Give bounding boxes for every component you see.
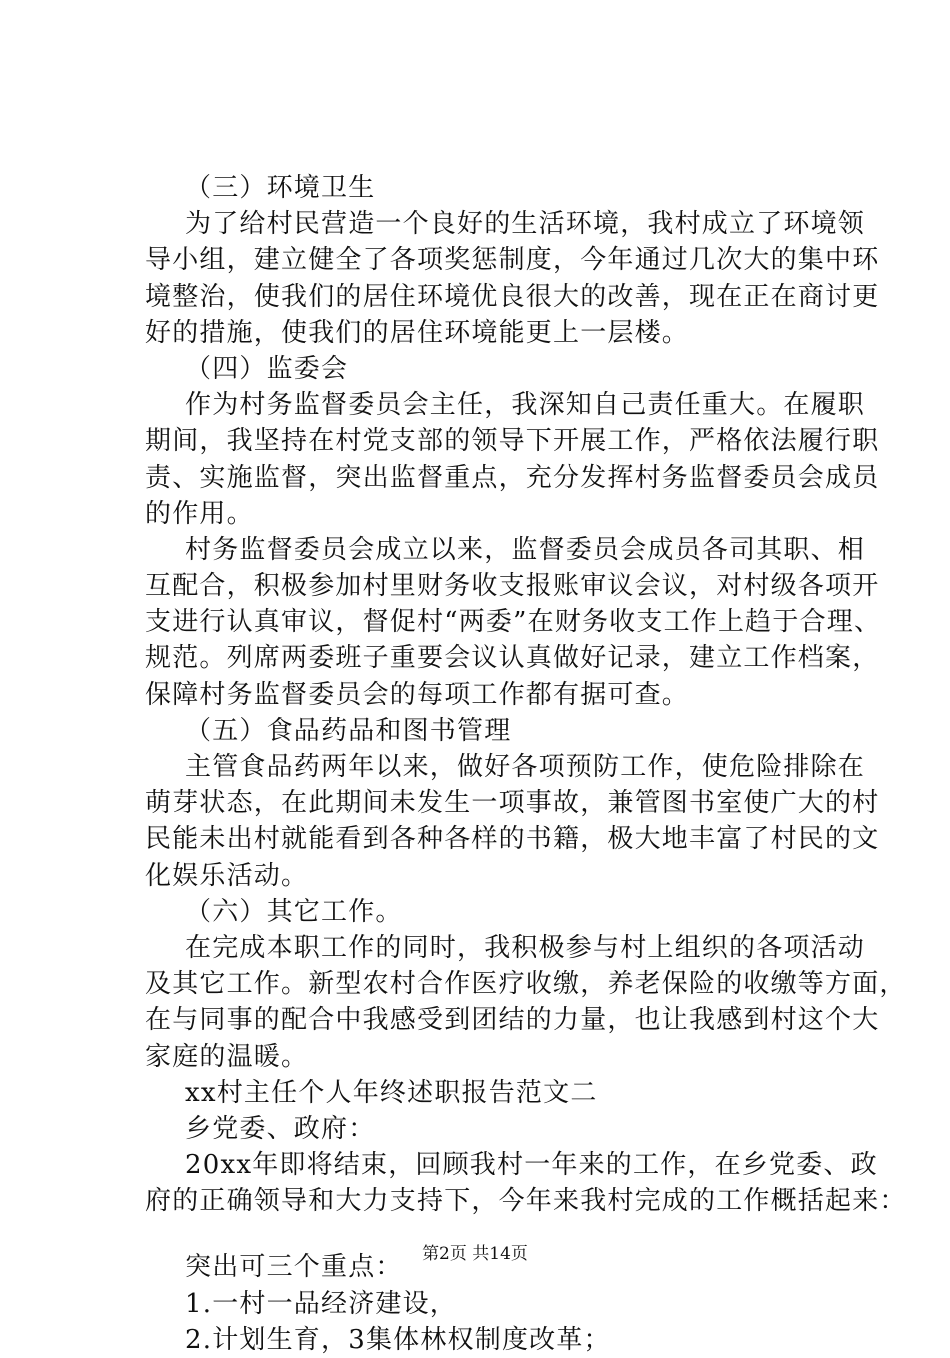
paragraph-line: 20xx年即将结束，回顾我村一年来的工作，在乡党委、政 [185,1150,878,1181]
paragraph-line: 及其它工作。新型农村合作医疗收缴，养老保险的收缴等方面， [145,969,907,1000]
report-title-two: xx村主任个人年终述职报告范文二 [185,1077,598,1108]
paragraph-line: 突出可三个重点： [185,1252,403,1283]
paragraph-line: 家庭的温暖。 [145,1041,309,1072]
page-number-footer: 第2页 共14页 [422,1244,528,1264]
paragraph-line: 民能未出村就能看到各种各样的书籍，极大地丰富了村民的文 [145,824,880,855]
paragraph-line: 保障村务监督委员会的每项工作都有据可查。 [145,679,690,710]
paragraph-line: 府的正确领导和大力支持下，今年来我村完成的工作概括起来： [145,1186,907,1217]
list-item: 2.计划生育，3集体林权制度改革； [185,1324,611,1355]
paragraph-line: 好的措施，使我们的居住环境能更上一层楼。 [145,317,690,348]
paragraph-line: 作为村务监督委员会主任，我深知自己责任重大。在履职 [185,390,866,421]
salutation: 乡党委、政府： [185,1113,376,1144]
section-heading-environment: （三）环境卫生 [185,173,376,203]
section-heading-other-work: （六）其它工作。 [185,896,403,927]
paragraph-line: 责、实施监督，突出监督重点，充分发挥村务监督委员会成员 [145,462,880,493]
paragraph-line: 萌芽状态，在此期间未发生一项事故，兼管图书室使广大的村 [145,788,880,819]
paragraph-line: 支进行认真审议，督促村“两委”在财务收支工作上趋于合理、 [145,607,882,638]
paragraph-line: 村务监督委员会成立以来，监督委员会成员各司其职、相 [185,534,866,565]
section-heading-food-books: （五）食品药品和图书管理 [185,715,512,746]
paragraph-line: 规范。列席两委班子重要会议认真做好记录，建立工作档案， [145,643,880,674]
list-item: 1.一村一品经济建设， [185,1288,458,1319]
paragraph-line: 互配合，积极参加村里财务收支报账审议会议，对村级各项开 [145,571,880,602]
paragraph-line: 在与同事的配合中我感受到团结的力量，也让我感到村这个大 [145,1005,880,1036]
section-heading-supervision: （四）监委会 [185,353,349,384]
paragraph-line: 在完成本职工作的同时，我积极参与村上组织的各项活动 [185,932,866,963]
paragraph-line: 的作用。 [145,498,254,529]
paragraph-line: 期间，我坚持在村党支部的领导下开展工作，严格依法履行职 [145,426,880,457]
paragraph-line: 导小组，建立健全了各项奖惩制度，今年通过几次大的集中环 [145,245,880,276]
paragraph-line: 境整治，使我们的居住环境优良很大的改善，现在正在商讨更 [145,281,880,312]
paragraph-line: 主管食品药两年以来，做好各项预防工作，使危险排除在 [185,752,866,782]
paragraph-line: 化娱乐活动。 [145,860,309,891]
document-body [145,170,907,1358]
paragraph-line: 为了给村民营造一个良好的生活环境，我村成立了环境领 [185,209,866,240]
